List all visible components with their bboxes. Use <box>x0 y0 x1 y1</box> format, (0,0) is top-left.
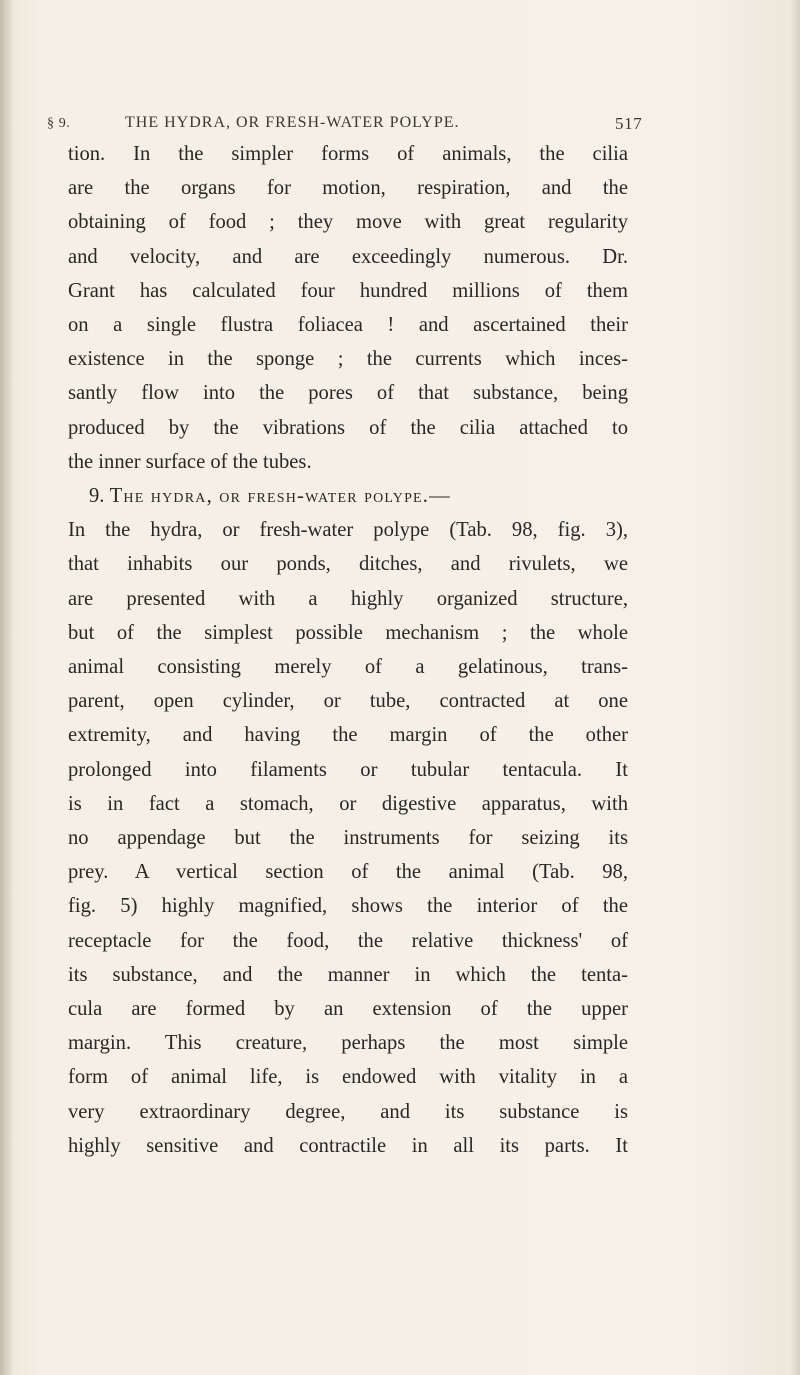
text-line: tion. In the simpler forms of animals, the cilia <box>68 143 628 165</box>
text-line: that inhabits our ponds, ditches, and rivulets, we <box>68 553 628 576</box>
section-heading-text: The hydra, or fresh-water polype.— <box>109 485 451 508</box>
text-line: parent, open cylinder, or tube, contracted at one <box>68 690 628 713</box>
text-line: no appendage but the instruments for seizing its <box>68 827 628 850</box>
text-line: very extraordinary degree, and its substance is <box>68 1100 628 1123</box>
text-line: its substance, and the manner in which the tenta- <box>68 963 628 986</box>
page-edge <box>790 0 800 1375</box>
text-line: form of animal life, is endowed with vitality in a <box>68 1066 628 1089</box>
section-heading-number: 9. <box>89 485 105 508</box>
running-head <box>47 114 643 138</box>
text-line: Grant has calculated four hundred millions of them <box>68 279 628 302</box>
text-line: santly flow into the pores of that substance, being <box>68 382 628 405</box>
text-line: are the organs for motion, respiration, and the <box>68 177 628 200</box>
text-line: but of the simplest possible mechanism ; the whole <box>68 621 628 644</box>
spine-shadow <box>0 0 14 1375</box>
running-title: THE HYDRA, OR FRESH-WATER POLYPE. <box>125 114 460 131</box>
text-line: on a single flustra foliacea ! and ascertained their <box>68 314 628 337</box>
text-line: In the hydra, or fresh-water polype (Tab. 98, fig. 3), <box>68 519 628 542</box>
text-line: receptacle for the food, the relative thickness' of <box>68 929 628 952</box>
section-mark: § 9. <box>47 116 71 131</box>
text-line: highly sensitive and contractile in all its parts. It <box>68 1134 628 1157</box>
text-line: fig. 5) highly magnified, shows the interior of the <box>68 895 628 918</box>
text-line: prolonged into filaments or tubular tentacula. It <box>68 758 628 781</box>
body-text <box>68 137 628 1163</box>
text-line: is in fact a stomach, or digestive apparatus, with <box>68 792 628 815</box>
text-line: the inner surface of the tubes. <box>68 450 312 473</box>
text-line: and velocity, and are exceedingly numerous. Dr. <box>68 245 628 268</box>
text-line: produced by the vibrations of the cilia attached to <box>68 416 628 439</box>
text-line: extremity, and having the margin of the other <box>68 724 628 747</box>
text-line: existence in the sponge ; the currents which inces- <box>68 348 628 371</box>
text-line: are presented with a highly organized structure, <box>68 587 628 610</box>
text-line: animal consisting merely of a gelatinous, trans- <box>68 656 628 679</box>
text-line: obtaining of food ; they move with great regularity <box>68 211 628 234</box>
page-number: 517 <box>615 114 643 133</box>
section-heading <box>68 479 628 513</box>
text-line: margin. This creature, perhaps the most simple <box>68 1032 628 1055</box>
text-line: cula are formed by an extension of the upper <box>68 998 628 1021</box>
text-line: prey. A vertical section of the animal (Tab. 98, <box>68 861 628 884</box>
